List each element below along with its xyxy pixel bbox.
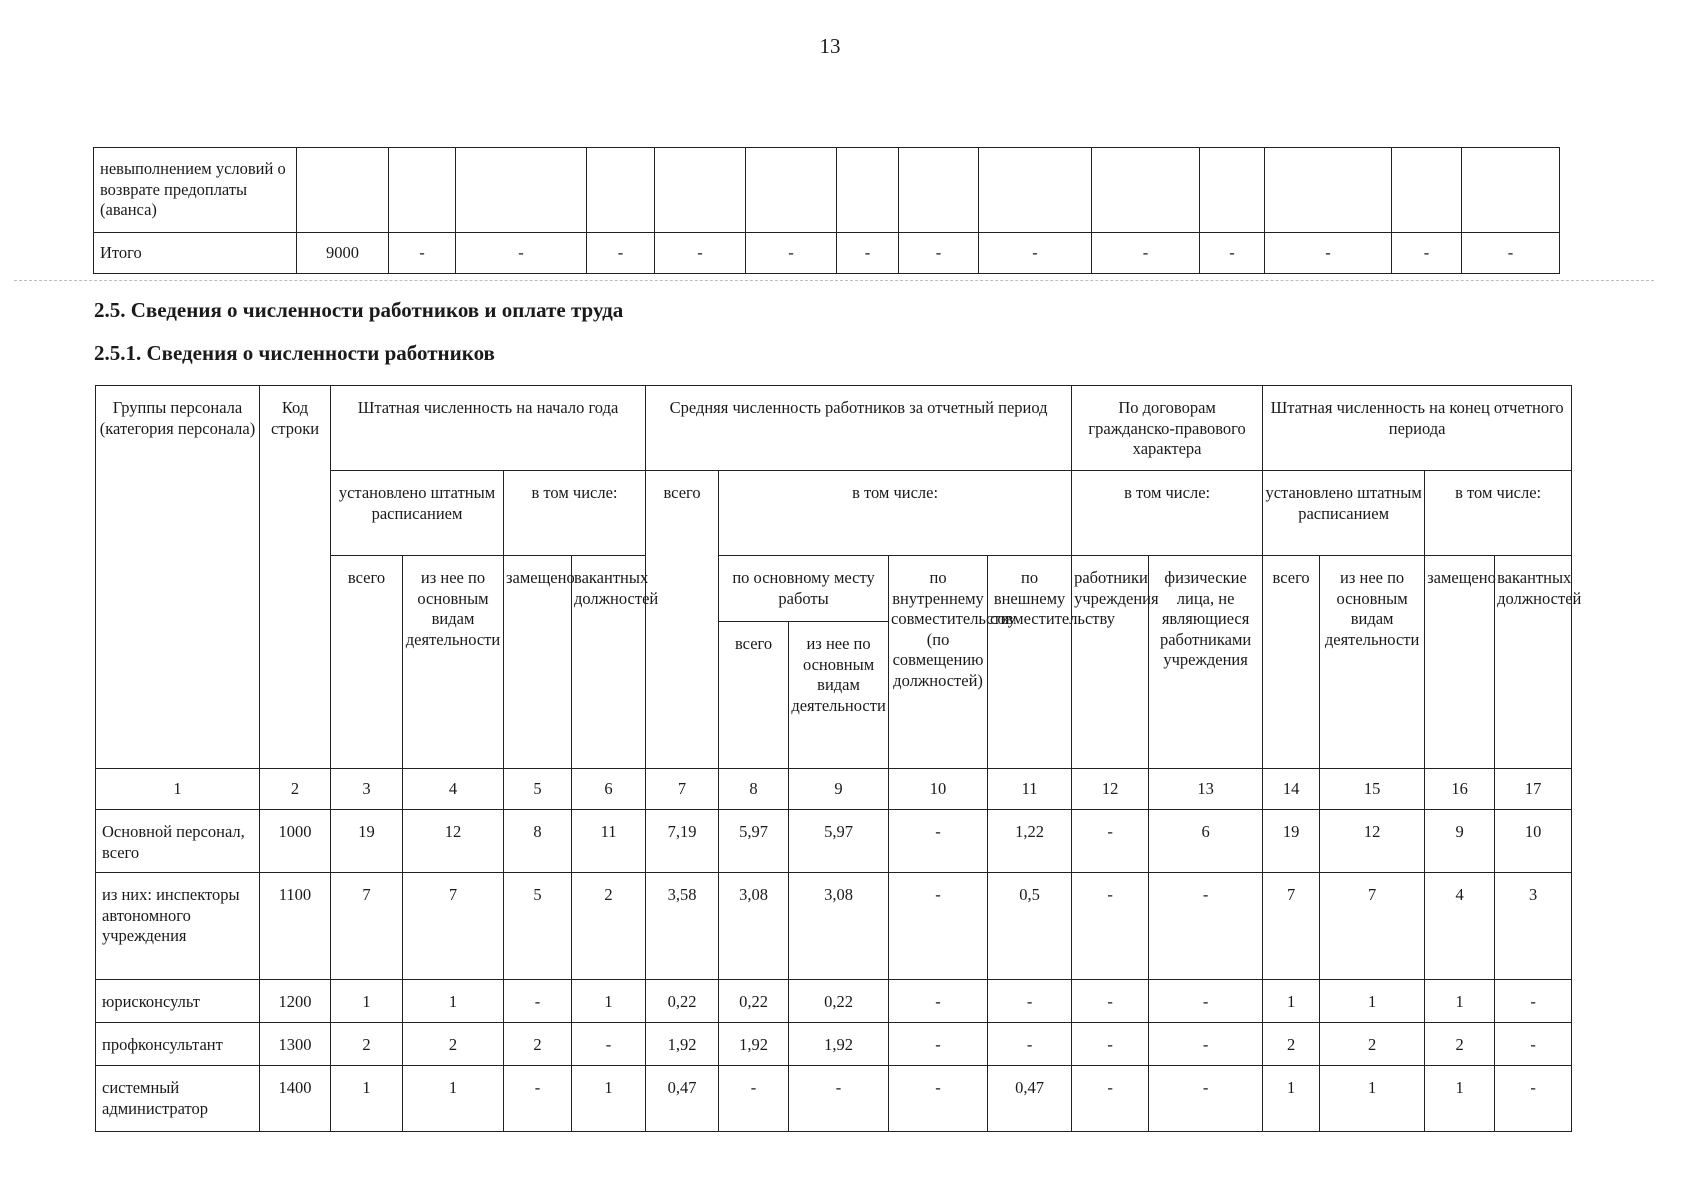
table-cell: - [719,1066,789,1132]
column-number-row [96,769,1572,810]
header-groups: Группы персонала (категория персонала) [96,386,260,769]
header-civil-including: в том числе: [1072,471,1263,556]
row-label: системный администратор [96,1066,260,1132]
table-cell [837,148,899,233]
table-cell: 19 [1263,810,1320,873]
column-number: 6 [572,769,646,810]
table-cell: - [587,233,655,274]
table-cell: 4 [1425,873,1495,980]
table-cell: 1000 [260,810,331,873]
continuation-table [93,147,1560,274]
table-cell: - [837,233,899,274]
column-number: 8 [719,769,789,810]
table-cell: 1 [1425,1066,1495,1132]
table-cell: - [1149,873,1263,980]
table-cell: 12 [403,810,504,873]
table-cell: 1 [403,980,504,1023]
table-cell: 2 [1425,1023,1495,1066]
table-cell: 1 [1320,1066,1425,1132]
subsection-heading: 2.5.1. Сведения о численности работников [94,341,495,365]
row-label: из них: инспекторы автономного учреждения [96,873,260,980]
table-cell: - [1495,980,1572,1023]
table-cell: 1 [572,980,646,1023]
column-number: 7 [646,769,719,810]
header-external: по внешнему совместительству [988,556,1072,769]
header-code: Код строки [260,386,331,769]
table-cell: - [504,980,572,1023]
table-cell: 8 [504,810,572,873]
table-cell: 1 [1263,980,1320,1023]
table-cell: - [1072,1023,1149,1066]
table-cell [979,148,1092,233]
table-cell: 3,08 [719,873,789,980]
table-cell: 1300 [260,1023,331,1066]
column-number: 4 [403,769,504,810]
table-cell: - [889,1023,988,1066]
table-cell [899,148,979,233]
column-number: 11 [988,769,1072,810]
table-cell: 1100 [260,873,331,980]
table-cell: 1 [331,980,403,1023]
table-cell: - [1495,1023,1572,1066]
table-cell [389,148,456,233]
column-number: 2 [260,769,331,810]
column-number: 5 [504,769,572,810]
table-cell: 5 [504,873,572,980]
table-cell: 1 [1320,980,1425,1023]
table-cell: - [1200,233,1265,274]
table-cell [1392,148,1462,233]
table-cell: 2 [572,873,646,980]
table-cell: 2 [331,1023,403,1066]
table-cell: 2 [1320,1023,1425,1066]
table-cell: - [889,810,988,873]
section-heading: 2.5. Сведения о численности работников и оплате труда [94,298,624,322]
table-row [96,1066,1572,1132]
header-main-place-main-activities: из нее по основным видам деятельности [789,622,889,769]
table-cell: 0,22 [646,980,719,1023]
table-cell: 1200 [260,980,331,1023]
column-number: 10 [889,769,988,810]
table-cell: 1,92 [789,1023,889,1066]
table-cell: - [889,873,988,980]
header-filled-end: замещено [1425,556,1495,769]
table-cell: - [1072,980,1149,1023]
table-cell: 5,97 [719,810,789,873]
table-cell: - [1462,233,1560,274]
row-label: профконсультант [96,1023,260,1066]
staff-count-table [95,385,1582,1132]
table-cell: - [572,1023,646,1066]
header-vacant-end: вакантных должностей [1495,556,1572,769]
column-number: 14 [1263,769,1320,810]
table-cell: 0,22 [719,980,789,1023]
header-including-end: в том числе: [1425,471,1572,556]
header-filled: замещено [504,556,572,769]
table-cell: 3,08 [789,873,889,980]
table-cell: - [1265,233,1392,274]
table-cell: - [389,233,456,274]
table-cell: 10 [1495,810,1572,873]
table-cell: 3,58 [646,873,719,980]
page-number: 13 [819,34,841,58]
table-cell: 0,47 [646,1066,719,1132]
table-cell [1200,148,1265,233]
table-cell: - [1149,980,1263,1023]
table-cell: Итого [94,233,297,274]
column-number: 15 [1320,769,1425,810]
table-cell: 1 [1263,1066,1320,1132]
table-cell: 2 [504,1023,572,1066]
table-cell: - [1392,233,1462,274]
table-cell [1092,148,1200,233]
table-cell: 1 [403,1066,504,1132]
table-cell: 1,92 [719,1023,789,1066]
table-cell: 6 [1149,810,1263,873]
header-individuals: физические лица, не являющиеся работниками учреждения [1149,556,1263,769]
table-cell: 12 [1320,810,1425,873]
table-cell: - [1072,1066,1149,1132]
table-cell: - [1495,1066,1572,1132]
table-cell: - [899,233,979,274]
table-row [96,1023,1572,1066]
header-main-activities-end: из нее по основным видам деятельности [1320,556,1425,769]
table-cell: 1,22 [988,810,1072,873]
table-cell: - [988,1023,1072,1066]
header-total: всего [331,556,403,769]
table-cell [746,148,837,233]
table-cell: - [1072,873,1149,980]
table-cell: - [889,1066,988,1132]
header-established-end: установлено штатным расписанием [1263,471,1425,556]
header-main-place-total: всего [719,622,789,769]
table-cell [1265,148,1392,233]
table-cell: - [1072,810,1149,873]
table-cell: 1400 [260,1066,331,1132]
table-row [96,810,1572,873]
table-cell: - [1149,1023,1263,1066]
table-cell: 1 [331,1066,403,1132]
header-total-end: всего [1263,556,1320,769]
table-cell: 7 [1263,873,1320,980]
column-number: 17 [1495,769,1572,810]
table-cell: 11 [572,810,646,873]
table-cell: 0,47 [988,1066,1072,1132]
continuation-table-body [94,148,1560,274]
row-label: Основной персонал, всего [96,810,260,873]
table-cell: 7,19 [646,810,719,873]
table-row [94,148,1560,233]
table-row [94,233,1560,274]
header-avg-total: всего [646,471,719,769]
row-label: юрисконсульт [96,980,260,1023]
header-established: установлено штатным расписанием [331,471,504,556]
table-cell: 9000 [297,233,389,274]
table-cell: - [889,980,988,1023]
table-cell: 2 [403,1023,504,1066]
table-cell [1462,148,1560,233]
column-number: 9 [789,769,889,810]
header-staff-end: Штатная численность на конец отчетного периода [1263,386,1572,471]
header-main-activities: из нее по основным видам деятельности [403,556,504,769]
table-cell: 0,22 [789,980,889,1023]
column-number: 12 [1072,769,1149,810]
table-cell: 1,92 [646,1023,719,1066]
header-avg-count: Средняя численность работников за отчетный период [646,386,1072,471]
table-cell: 1 [572,1066,646,1132]
table-cell: 5,97 [789,810,889,873]
table-cell: - [456,233,587,274]
table-cell [297,148,389,233]
table-cell: - [655,233,746,274]
table-cell: 7 [331,873,403,980]
column-number: 1 [96,769,260,810]
header-internal: по внутреннему совместительству (по совмещению должностей) [889,556,988,769]
column-number: 3 [331,769,403,810]
table-cell [587,148,655,233]
table-cell: 7 [1320,873,1425,980]
table-cell: невыполнением условий о возврате предоплаты (аванса) [94,148,297,233]
column-number: 13 [1149,769,1263,810]
table-cell: - [1149,1066,1263,1132]
table-row [96,873,1572,980]
table-cell: 0,5 [988,873,1072,980]
table-cell: - [988,980,1072,1023]
table-cell: 9 [1425,810,1495,873]
header-staff-start: Штатная численность на начало года [331,386,646,471]
table-cell: - [979,233,1092,274]
header-employees: работники учреждения [1072,556,1149,769]
table-cell: 1 [1425,980,1495,1023]
header-including: в том числе: [504,471,646,556]
header-civil-contracts: По договорам гражданско-правового характера [1072,386,1263,471]
table-cell: - [746,233,837,274]
staff-count-table-body [96,386,1582,1132]
table-cell: 19 [331,810,403,873]
header-avg-including: в том числе: [719,471,1072,556]
page-divider [14,280,1654,281]
table-cell [655,148,746,233]
table-cell: - [1092,233,1200,274]
table-cell: 7 [403,873,504,980]
table-cell: 3 [1495,873,1572,980]
header-vacant: вакантных должностей [572,556,646,769]
table-row [96,980,1572,1023]
column-number: 16 [1425,769,1495,810]
table-cell: - [789,1066,889,1132]
table-cell: - [504,1066,572,1132]
header-main-place: по основному месту работы [719,556,889,622]
table-cell [456,148,587,233]
table-cell: 2 [1263,1023,1320,1066]
